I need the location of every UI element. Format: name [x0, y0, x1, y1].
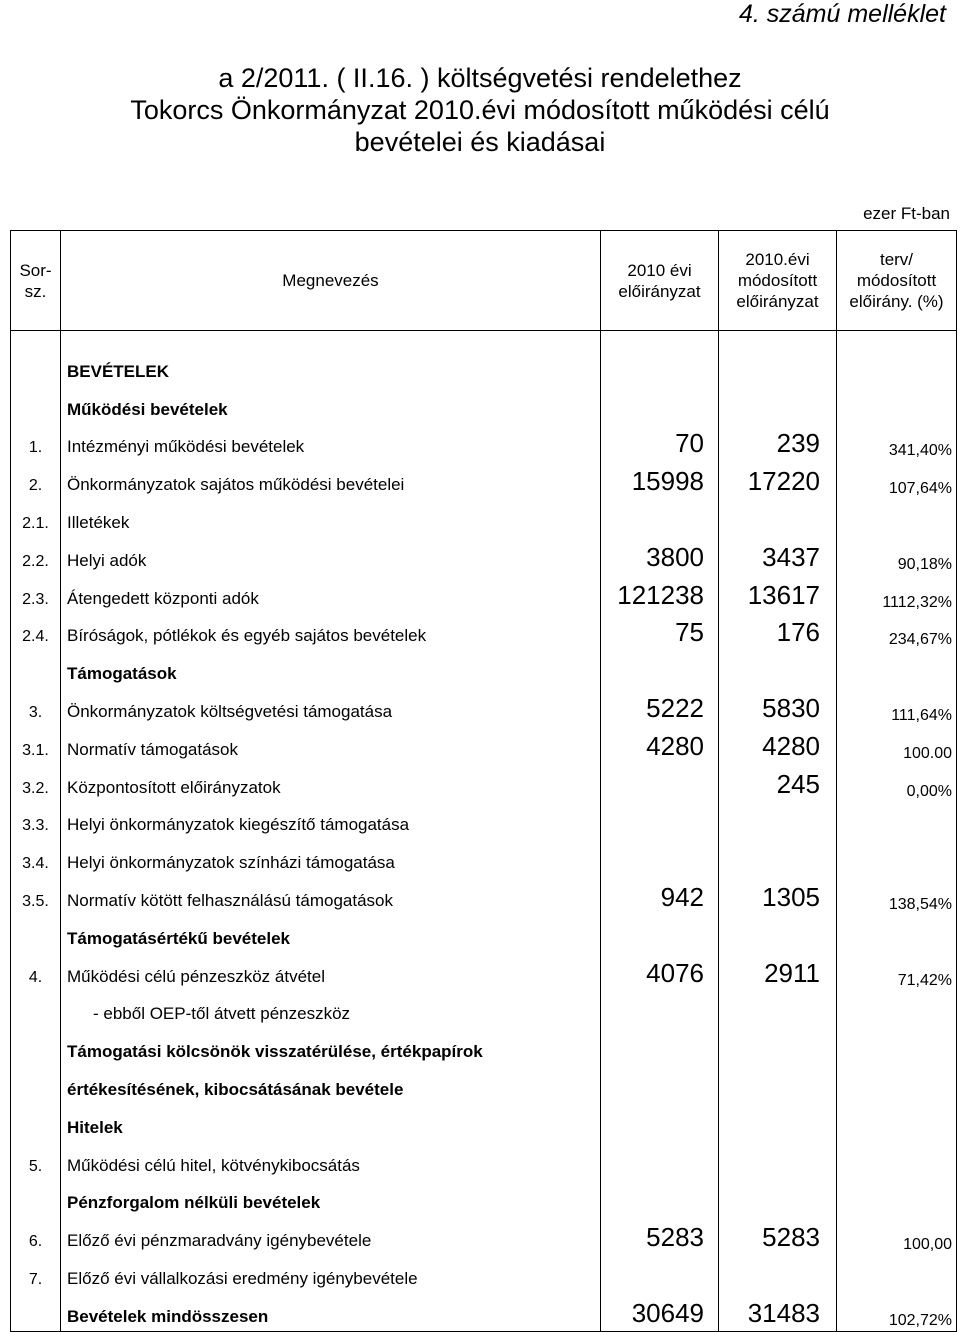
spacer-row — [11, 331, 957, 349]
row-label: Előző évi vállalkozási eredmény igénybevétele — [61, 1255, 601, 1293]
row-plan-value — [601, 499, 719, 537]
row-number: 6. — [11, 1217, 61, 1255]
row-modified-value: 1305 — [719, 877, 837, 915]
table-row — [11, 1104, 957, 1142]
row-plan-value: 4076 — [601, 953, 719, 991]
row-label: Átengedett központi adók — [61, 575, 601, 613]
row-modified-value — [719, 915, 837, 953]
row-ratio-value: 0,00% — [837, 764, 957, 802]
row-number — [11, 1293, 61, 1331]
header-name: Megnevezés — [61, 231, 601, 331]
row-number: 2.2. — [11, 537, 61, 575]
row-modified-value: 13617 — [719, 575, 837, 613]
annex-label: 4. számú melléklet — [738, 0, 946, 28]
row-number — [11, 991, 61, 1029]
row-ratio-value — [837, 348, 957, 386]
header-modified: 2010.évi módosított előirányzat — [719, 231, 837, 331]
row-label: Előző évi pénzmaradvány igénybevétele — [61, 1217, 601, 1255]
row-plan-value — [601, 764, 719, 802]
row-label: Helyi önkormányzatok színházi támogatása — [61, 839, 601, 877]
row-modified-value: 31483 — [719, 1293, 837, 1331]
table-row — [11, 575, 957, 613]
row-plan-value — [601, 915, 719, 953]
row-plan-value — [601, 1104, 719, 1142]
row-plan-value — [601, 1028, 719, 1066]
row-number: 2.4. — [11, 613, 61, 651]
row-number: 3.2. — [11, 764, 61, 802]
table-row — [11, 386, 957, 424]
row-modified-value: 17220 — [719, 461, 837, 499]
row-label: Támogatások — [61, 650, 601, 688]
row-plan-value: 121238 — [601, 575, 719, 613]
row-ratio-value: 90,18% — [837, 537, 957, 575]
table-row — [11, 688, 957, 726]
row-plan-value — [601, 650, 719, 688]
table-row — [11, 764, 957, 802]
row-modified-value — [719, 348, 837, 386]
row-number — [11, 348, 61, 386]
row-plan-value: 15998 — [601, 461, 719, 499]
row-plan-value: 3800 — [601, 537, 719, 575]
row-number — [11, 1180, 61, 1218]
table-row — [11, 1217, 957, 1255]
row-label: Illetékek — [61, 499, 601, 537]
row-ratio-value: 100.00 — [837, 726, 957, 764]
table-row — [11, 1255, 957, 1293]
table-header-row — [11, 231, 957, 331]
row-label: - ebből OEP-től átvett pénzeszköz — [61, 991, 601, 1029]
row-ratio-value: 1112,32% — [837, 575, 957, 613]
title-line-1: a 2/2011. ( II.16. ) költségvetési rendelethez — [218, 63, 742, 93]
row-modified-value: 239 — [719, 424, 837, 462]
row-number: 2.3. — [11, 575, 61, 613]
table-row — [11, 348, 957, 386]
row-label: Pénzforgalom nélküli bevételek — [61, 1180, 601, 1218]
table-row — [11, 424, 957, 462]
table-row — [11, 461, 957, 499]
row-number — [11, 650, 61, 688]
row-modified-value — [719, 1255, 837, 1293]
row-ratio-value — [837, 1142, 957, 1180]
table-body — [11, 331, 957, 1332]
row-ratio-value: 71,42% — [837, 953, 957, 991]
row-label: Bevételek mindösszesen — [61, 1293, 601, 1331]
row-label: Önkormányzatok költségvetési támogatása — [61, 688, 601, 726]
header-plan: 2010 évi előirányzat — [601, 231, 719, 331]
row-ratio-value — [837, 802, 957, 840]
row-label: Működési célú pénzeszköz átvétel — [61, 953, 601, 991]
table-row — [11, 915, 957, 953]
row-plan-value — [601, 1180, 719, 1218]
row-modified-value — [719, 386, 837, 424]
row-number: 3.3. — [11, 802, 61, 840]
row-label: Központosított előirányzatok — [61, 764, 601, 802]
table-row — [11, 1293, 957, 1331]
row-modified-value: 245 — [719, 764, 837, 802]
row-modified-value — [719, 1142, 837, 1180]
row-plan-value: 5222 — [601, 688, 719, 726]
row-number — [11, 915, 61, 953]
row-ratio-value — [837, 839, 957, 877]
row-label: Normatív kötött felhasználású támogatások — [61, 877, 601, 915]
row-modified-value — [719, 1180, 837, 1218]
row-ratio-value: 138,54% — [837, 877, 957, 915]
row-label: BEVÉTELEK — [61, 348, 601, 386]
row-number — [11, 1104, 61, 1142]
row-plan-value — [601, 839, 719, 877]
row-plan-value — [601, 802, 719, 840]
row-ratio-value: 100,00 — [837, 1217, 957, 1255]
row-modified-value — [719, 1066, 837, 1104]
row-ratio-value — [837, 1104, 957, 1142]
row-ratio-value — [837, 1180, 957, 1218]
unit-label: ezer Ft-ban — [863, 204, 950, 223]
document-title — [0, 62, 960, 158]
table-row — [11, 537, 957, 575]
row-label: Helyi önkormányzatok kiegészítő támogatása — [61, 802, 601, 840]
row-ratio-value — [837, 1066, 957, 1104]
row-modified-value: 5283 — [719, 1217, 837, 1255]
row-modified-value: 3437 — [719, 537, 837, 575]
table-row — [11, 1066, 957, 1104]
table-row — [11, 499, 957, 537]
row-ratio-value: 341,40% — [837, 424, 957, 462]
row-label: értékesítésének, kibocsátásának bevétele — [61, 1066, 601, 1104]
row-ratio-value — [837, 915, 957, 953]
row-plan-value — [601, 1255, 719, 1293]
row-ratio-value: 234,67% — [837, 613, 957, 651]
row-label: Működési célú hitel, kötvénykibocsátás — [61, 1142, 601, 1180]
row-number: 5. — [11, 1142, 61, 1180]
row-modified-value — [719, 802, 837, 840]
table-row — [11, 726, 957, 764]
row-plan-value: 75 — [601, 613, 719, 651]
row-plan-value — [601, 348, 719, 386]
row-ratio-value — [837, 650, 957, 688]
row-plan-value: 5283 — [601, 1217, 719, 1255]
row-plan-value — [601, 1142, 719, 1180]
row-modified-value: 2911 — [719, 953, 837, 991]
header-ratio: terv/ módosított előirány. (%) — [837, 231, 957, 331]
row-ratio-value — [837, 1255, 957, 1293]
row-ratio-value — [837, 386, 957, 424]
table-row — [11, 650, 957, 688]
row-modified-value: 4280 — [719, 726, 837, 764]
table-row — [11, 839, 957, 877]
row-number: 4. — [11, 953, 61, 991]
row-number: 3.1. — [11, 726, 61, 764]
table-row — [11, 877, 957, 915]
row-number: 3. — [11, 688, 61, 726]
row-plan-value: 942 — [601, 877, 719, 915]
row-modified-value: 176 — [719, 613, 837, 651]
table-row — [11, 1180, 957, 1218]
budget-table — [10, 230, 957, 1332]
row-modified-value — [719, 991, 837, 1029]
row-plan-value: 30649 — [601, 1293, 719, 1331]
row-label: Bíróságok, pótlékok és egyéb sajátos bevételek — [61, 613, 601, 651]
row-plan-value: 70 — [601, 424, 719, 462]
title-line-3: bevételei és kiadásai — [354, 127, 606, 157]
row-label: Működési bevételek — [61, 386, 601, 424]
row-number: 1. — [11, 424, 61, 462]
row-modified-value — [719, 499, 837, 537]
row-label: Támogatásértékű bevételek — [61, 915, 601, 953]
row-number: 2.1. — [11, 499, 61, 537]
row-label: Intézményi működési bevételek — [61, 424, 601, 462]
row-label: Helyi adók — [61, 537, 601, 575]
row-modified-value — [719, 839, 837, 877]
row-ratio-value — [837, 991, 957, 1029]
row-ratio-value: 107,64% — [837, 461, 957, 499]
table-row — [11, 991, 957, 1029]
row-label: Önkormányzatok sajátos működési bevételei — [61, 461, 601, 499]
row-number: 3.5. — [11, 877, 61, 915]
row-number — [11, 1028, 61, 1066]
table-row — [11, 1028, 957, 1066]
row-modified-value — [719, 650, 837, 688]
row-ratio-value — [837, 499, 957, 537]
title-line-2: Tokorcs Önkormányzat 2010.évi módosított működési célú — [130, 95, 830, 125]
row-modified-value — [719, 1104, 837, 1142]
row-number — [11, 386, 61, 424]
row-label: Hitelek — [61, 1104, 601, 1142]
table-row — [11, 1142, 957, 1180]
row-modified-value — [719, 1028, 837, 1066]
row-label: Támogatási kölcsönök visszatérülése, értékpapírok — [61, 1028, 601, 1066]
row-ratio-value: 102,72% — [837, 1293, 957, 1331]
row-plan-value — [601, 386, 719, 424]
table-row — [11, 953, 957, 991]
table-row — [11, 802, 957, 840]
row-plan-value — [601, 991, 719, 1029]
row-number: 2. — [11, 461, 61, 499]
row-plan-value: 4280 — [601, 726, 719, 764]
row-number — [11, 1066, 61, 1104]
row-ratio-value: 111,64% — [837, 688, 957, 726]
row-ratio-value — [837, 1028, 957, 1066]
row-label: Normatív támogatások — [61, 726, 601, 764]
table-row — [11, 613, 957, 651]
row-modified-value: 5830 — [719, 688, 837, 726]
row-plan-value — [601, 1066, 719, 1104]
row-number: 3.4. — [11, 839, 61, 877]
row-number: 7. — [11, 1255, 61, 1293]
header-sorsz: Sor-sz. — [11, 231, 61, 331]
